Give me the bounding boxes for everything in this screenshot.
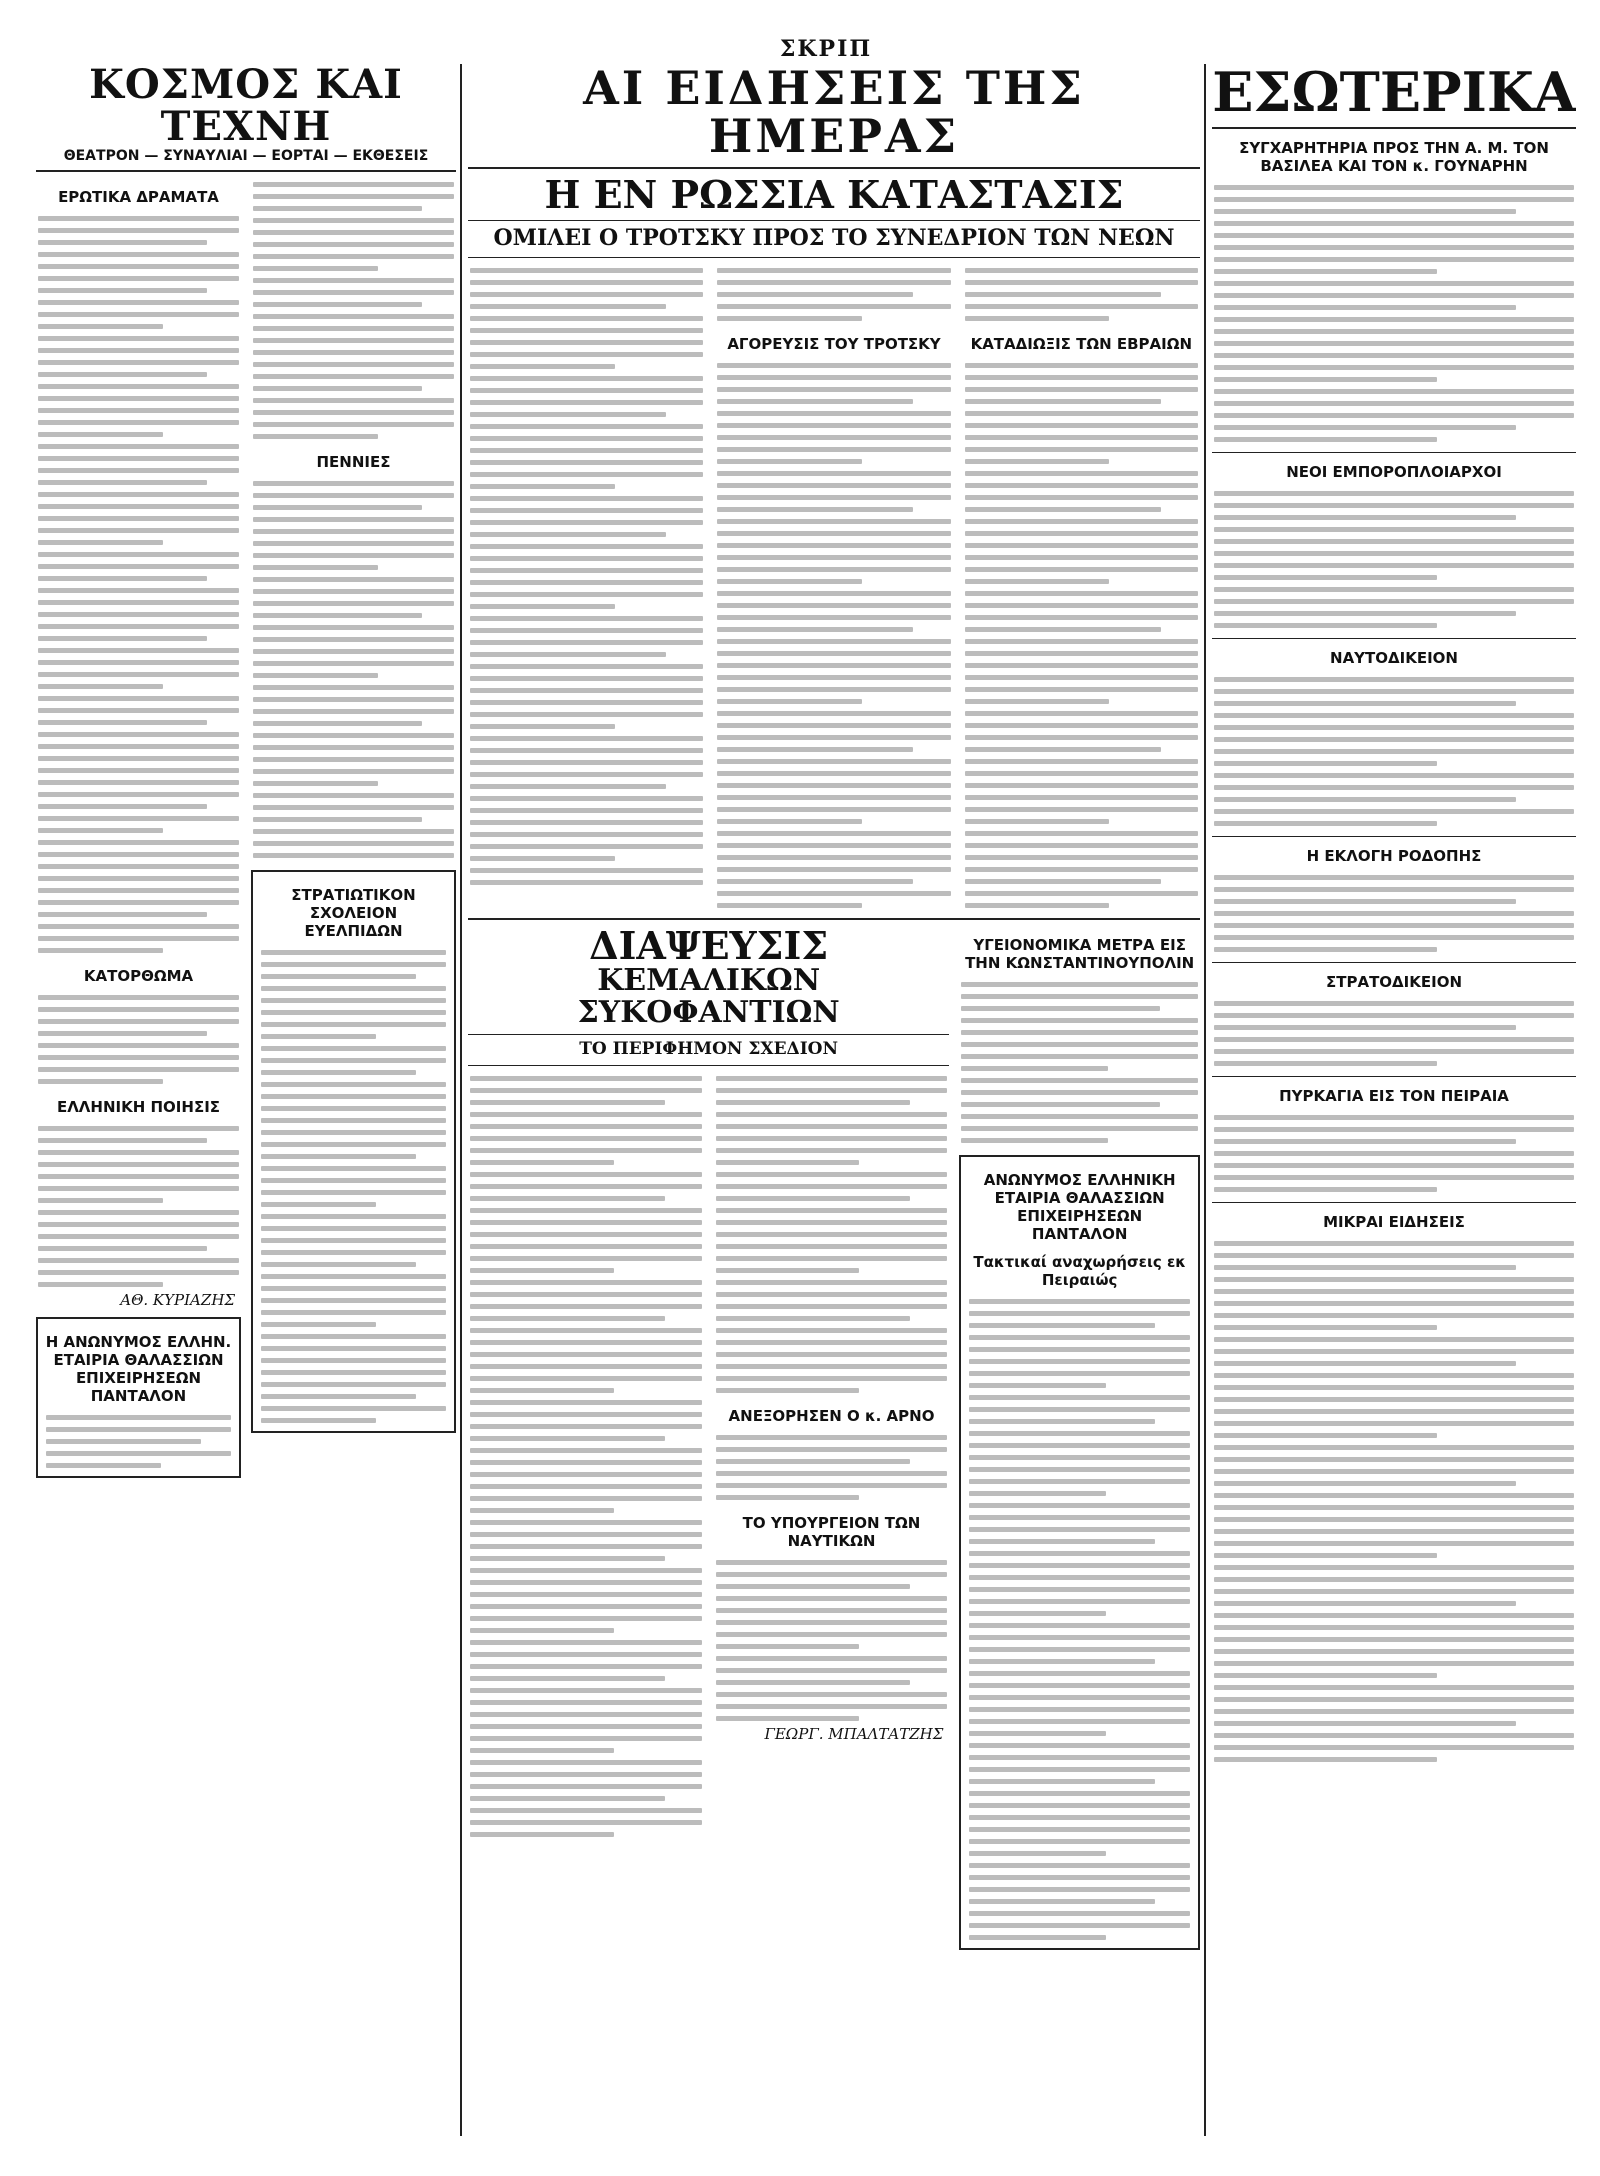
column-subtitle: ΘΕΑΤΡΟΝ — ΣΥΝΑΥΛΙΑΙ — ΕΟΡΤΑΙ — ΕΚΘΕΣΕΙΣ	[63, 148, 429, 164]
section-heading: ΣΥΓΧΑΡΗΤΗΡΙΑ ΠΡΟΣ ΤΗΝ Α. Μ. ΤΟΝ ΒΑΣΙΛΕΑ ΚΑΙ ΤΟΝ κ. ΓΟΥΝΑΡΗΝ	[1239, 138, 1549, 175]
section-heading: ΝΕΟΙ ΕΜΠΟΡΟΠΛΟΙΑΡΧΟΙ	[1286, 462, 1502, 481]
headline-trotsky: ΟΜΙΛΕΙ Ο ΤΡΟΤΣΚΥ ΠΡΟΣ ΤΟ ΣΥΝΕΔΡΙΟΝ ΤΩΝ ΝΕΩΝ	[493, 225, 1175, 252]
kemalist-article	[468, 922, 949, 1958]
column-eidiseis	[468, 64, 1200, 2136]
article-column	[963, 264, 1200, 912]
notice-box	[251, 870, 456, 1433]
article-column	[715, 264, 952, 912]
section-heading: ΠΥΡΚΑΓΙΑ ΕΙΣ ΤΟΝ ΠΕΙΡΑΙΑ	[1279, 1086, 1509, 1105]
divider	[1212, 127, 1576, 129]
column-title: ΑΙ ΕΙΔΗΣΕΙΣ ΤΗΣ ΗΜΕΡΑΣ	[583, 64, 1085, 164]
divider	[468, 257, 1200, 258]
article-body	[251, 178, 456, 443]
article-body	[251, 477, 456, 862]
ad-title: Η ΑΝΩΝΥΜΟΣ ΕΛΛΗΝ. ΕΤΑΙΡΙΑ ΘΑΛΑΣΣΙΩΝ ΕΠΙΧΕΙΡΗΣΕΩΝ ΠΑΝΤΑΛΟΝ	[45, 1333, 232, 1405]
section-heading: ΝΑΥΤΟΔΙΚΕΙΟΝ	[1330, 648, 1458, 667]
column-title: ΚΟΣΜΟΣ ΚΑΙ ΤΕΧΝΗ	[89, 64, 403, 150]
shipping-column	[959, 926, 1200, 1958]
russia-articles	[468, 264, 1200, 912]
section-heading: ΣΤΡΑΤΙΩΤΙΚΟΝ ΣΧΟΛΕΙΟΝ ΕΥΕΛΠΙΔΩΝ	[291, 886, 416, 940]
article-split	[36, 178, 456, 1486]
section-heading: ΑΝΕΞΟΡΗΣΕΝ Ο κ. ΑΡΝΟ	[728, 1407, 935, 1426]
column-title: ΕΣΩΤΕΡΙΚΑ	[1212, 64, 1576, 124]
headline-russia: Η ΕΝ ΡΩΣΣΙΑ ΚΑΤΑΣΤΑΣΙΣ	[544, 171, 1124, 217]
divider	[468, 167, 1200, 169]
lower-articles	[468, 922, 1200, 1958]
section-heading: ΥΓΕΙΟΝΟΜΙΚΑ ΜΕΤΡΑ ΕΙΣ ΤΗΝ ΚΩΝΣΤΑΝΤΙΝΟΥΠΟΛΙΝ	[965, 935, 1195, 972]
column-rule	[460, 64, 462, 2136]
section-heading: Η ΕΚΛΟΓΗ ΡΟΔΟΠΗΣ	[1306, 846, 1482, 865]
section-heading: ΕΡΩΤΙΚΑ ΔΡΑΜΑΤΑ	[58, 188, 219, 206]
author-signature: ΑΘ. ΚΥΡΙΑΖΗΣ	[120, 1291, 235, 1309]
author-signature: ΓΕΩΡΓ. ΜΠΑΛΤΑΤΖΗΣ	[764, 1725, 944, 1744]
article-body	[36, 1122, 241, 1291]
advertisement-box	[36, 1317, 241, 1478]
column-esoterika	[1212, 64, 1576, 2136]
headline-kemalikon: ΚΕΜΑΛΙΚΩΝ ΣΥΚΟΦΑΝΤΙΩΝ	[577, 963, 840, 1030]
article-body	[36, 212, 241, 957]
article-theatron	[251, 178, 456, 1486]
headline-diapsefsis: ΔΙΑΨΕΥΣΙΣ	[589, 922, 829, 968]
headline-schedion: ΤΟ ΠΕΡΙΦΗΜΟΝ ΣΧΕΔΙΟΝ	[579, 1039, 839, 1060]
section-heading: ΠΕΝΝΙΕΣ	[316, 453, 391, 471]
article-erotika	[36, 178, 241, 1486]
section-heading: ΜΙΚΡΑΙ ΕΙΔΗΣΕΙΣ	[1323, 1212, 1465, 1231]
ad-subtitle: Τακτικαί αναχωρήσεις εκ Πειραιώς	[973, 1252, 1186, 1289]
article-body	[36, 991, 241, 1088]
shipping-advertisement	[959, 1155, 1200, 1950]
column-rule	[1204, 64, 1206, 2136]
masthead-label: ΣΚΡΙΠ	[779, 36, 873, 62]
article-column	[468, 264, 705, 912]
section-heading: ΚΑΤΑΔΙΩΞΙΣ ΤΩΝ ΕΒΡΑΙΩΝ	[970, 334, 1193, 353]
newspaper-page	[36, 36, 1576, 2136]
column-kosmos-kai-techni	[36, 64, 456, 2136]
divider	[468, 918, 1200, 920]
section-heading: ΕΛΛΗΝΙΚΗ ΠΟΙΗΣΙΣ	[56, 1098, 221, 1116]
divider	[36, 170, 456, 172]
divider	[468, 220, 1200, 221]
section-heading: ΤΟ ΥΠΟΥΡΓΕΙΟΝ ΤΩΝ ΝΑΥΤΙΚΩΝ	[742, 1514, 921, 1551]
section-heading: ΚΑΤΟΡΘΩΜΑ	[83, 967, 194, 985]
section-heading: ΑΓΟΡΕΥΣΙΣ ΤΟΥ ΤΡΟΤΣΚΥ	[727, 334, 941, 353]
section-heading: ΣΤΡΑΤΟΔΙΚΕΙΟΝ	[1325, 972, 1462, 991]
ad-title: ΑΝΩΝΥΜΟΣ ΕΛΛΗΝΙΚΗ ΕΤΑΙΡΙΑ ΘΑΛΑΣΣΙΩΝ ΕΠΙΧΕΙΡΗΣΕΩΝ ΠΑΝΤΑΛΟΝ	[983, 1170, 1176, 1243]
